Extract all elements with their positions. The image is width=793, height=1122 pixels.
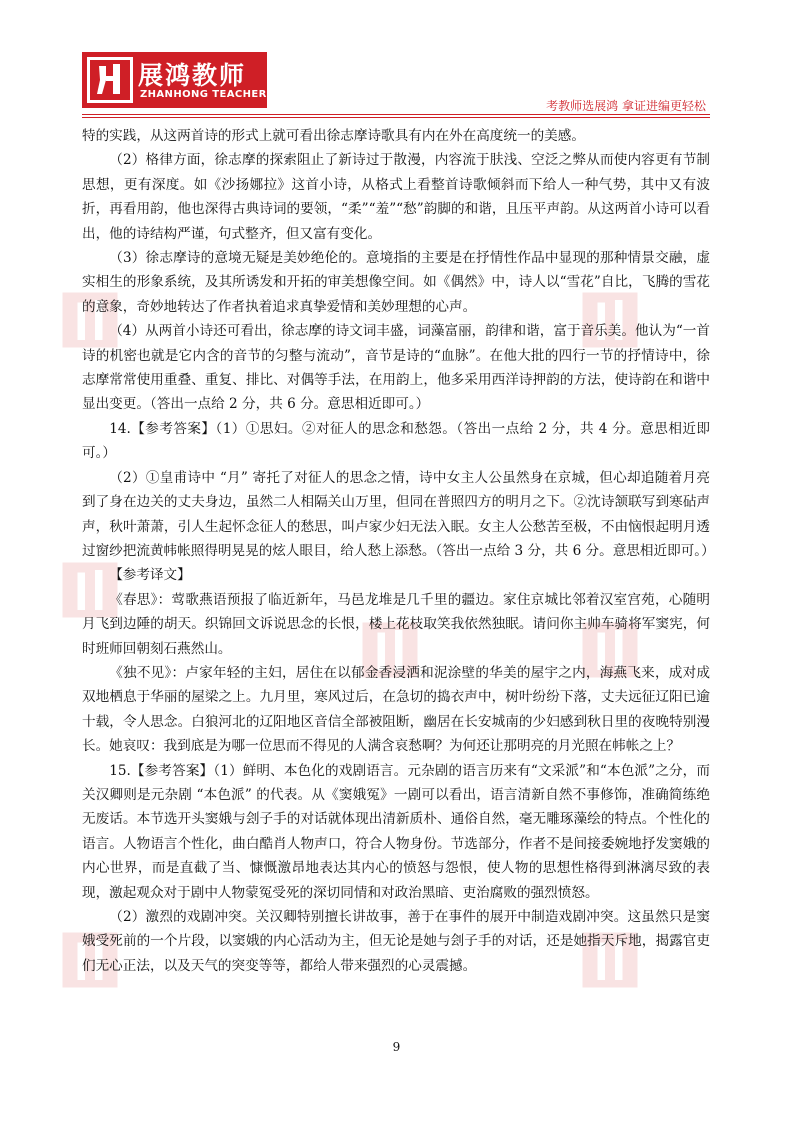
paragraph: （3）徐志摩诗的意境无疑是美妙绝伦的。意境指的主要是在抒情性作品中显现的那种情景交融，虚实相生的形象系统，及其所诱发和开拓的审美想像空间。如《偶然》中，诗人以“雪花”自比，飞腾的雪花的意象，奇妙地转达了作者执着追求真挚爱情和美妙理想的心声。 [82,250,710,315]
header-divider-thin [82,117,710,118]
page-number: 9 [392,1040,401,1054]
paragraph: 【参考译文】 [109,567,191,584]
paragraph: （2）激烈的戏剧冲突。关汉卿特别擅长讲故事，善于在事件的展开中制造戏剧冲突。这虽然只是窦娥受死前的一个片段，以窦娥的内心活动为主，但无论是她与刽子手的对话，还是她指天斥地，揭露官吏们无心正法，以及天气的突变等等，都给人带来强烈的心灵震撼。 [82,909,710,974]
document-body [82,124,715,978]
paragraph: （2）①皇甫诗中 “月” 寄托了对征人的思念之情，诗中女主人公虽然身在京城，但心却追随着月亮到了身在边关的丈夫身边，虽然二人相隔关山万里，但同在普照四方的明月之下。②沈诗颔联写到寒砧声声，秋叶萧萧，引人生起怀念征人的愁思，叫卢家少妇无法入眠。女主人公愁苦至极，不由恼恨起明月透过窗纱把流黄帏帐照得明晃晃的炫人眼目，给人愁上添愁。（答出一点给 3 分，共 6 分。意思相近即可。） [82,469,715,559]
page-header [82,52,710,114]
paragraph: 特的实践，从这两首诗的形式上就可看出徐志摩诗歌具有内在外在高度统一的美感。 [82,128,585,144]
paragraph: 14.【参考答案】（1）①思妇。②对征人的思念和愁怨。（答出一点给 2 分，共 4 分。意思相近即可。） [82,420,710,462]
brand-logo [82,52,267,108]
brand-mark-icon [86,56,134,104]
brand-name-cn: 展鸿教师 [138,61,247,90]
paragraph: （4）从两首小诗还可看出，徐志摩的诗文词丰盛，词藻富丽，韵律和谐，富于音乐美。他认为“一首诗的机密也就是它内含的音节的匀整与流动”，音节是诗的“血脉”。在他大批的四行一节的抒情诗中，徐志摩常常使用重叠、重复、排比、对偶等手法，在用韵上，他多采用西洋诗押韵的方法，使诗韵在和谐中显出变更。（答出一点给 2 分，共 6 分。意思相近即可。） [82,323,710,413]
paragraph: 《春思》：莺歌燕语预报了临近新年，马邑龙堆是几千里的疆边。家住京城比邻着汉室宫苑，心随明月飞到边陲的胡天。织锦回文诉说思念的长恨，楼上花枝取笑我依然独眠。请问你主帅车骑将军窦宪，何时班师回朝刻石燕然山。 [82,591,710,657]
paragraph: 15.【参考答案】（1）鲜明、本色化的戏剧语言。元杂剧的语言历来有“文采派”和“本色派”之分，而关汉卿则是元杂剧 “本色派” 的代表。从《窦娥冤》一剧可以看出，语言清新自然不事修饰，准确简练绝无废话。本节选开头窦娥与刽子手的对话就体现出清新质朴、通俗自然，毫无雕琢藻绘的特点。个性化的语言。人物语言个性化，曲白酷肖人物声口，符合人物身份。节选部分，作者不是间接委婉地抒发窦娥的内心世界，而是直截了当、慷慨激昂地表达其内心的愤怒与怨恨，使人物的思想性格得到淋漓尽致的表现，激起观众对于剧中人物蒙冤受死的深切同情和对政治黑暗、吏治腐败的强烈愤怒。 [82,762,710,901]
header-slogan: 考教师选展鸿 拿证进编更轻松 [546,99,706,113]
brand-name-en: ZHANHONG TEACHER [140,89,267,100]
paragraph: （2）格律方面，徐志摩的探索阻止了新诗过于散漫，内容流于肤浅、空泛之弊从而使内容更有节制思想，更有深度。如《沙扬娜拉》这首小诗，从格式上看整首诗歌倾斜而下给人一种气势，其中又有波折，再看用韵，他也深得古典诗词的要领，“柔”“羞”“愁”韵脚的和谐，且压平声韵。从这两首小诗可以看出，他的诗结构严谨，句式整齐，但又富有变化。 [82,152,710,242]
header-divider [82,114,710,115]
paragraph: 《独不见》：卢家年轻的主妇，居住在以郁金香浸洒和泥涂壁的华美的屋宇之内，海燕飞来，成对成双地栖息于华丽的屋梁之上。九月里，寒风过后，在急切的捣衣声中，树叶纷纷下落，丈夫远征辽阳已逾十载，令人思念。白狼河北的辽阳地区音信全部被阻断，幽居在长安城南的少妇感到秋日里的夜晚特别漫长。她哀叹：我到底是为哪一位思而不得见的人满含哀愁啊？为何还让那明亮的月光照在帏帐之上？ [82,664,710,755]
